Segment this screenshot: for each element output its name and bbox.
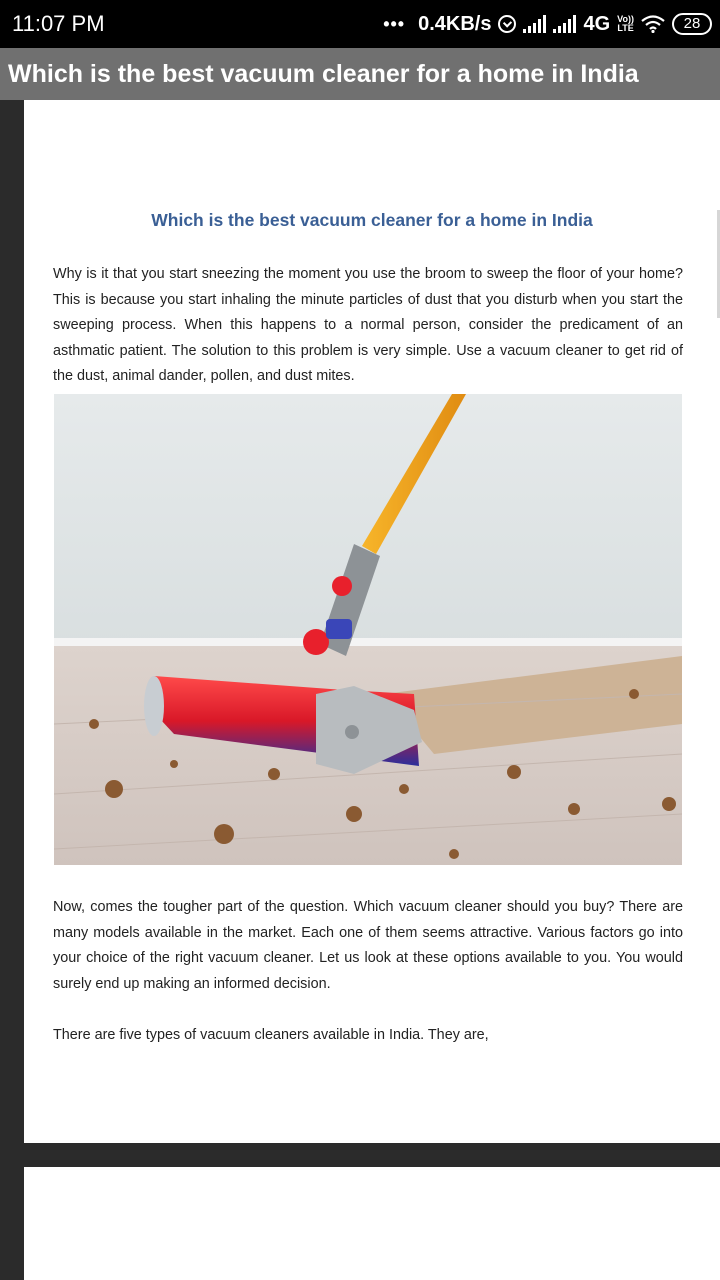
volte-icon xyxy=(617,15,634,33)
status-bar xyxy=(0,0,720,48)
page-title: Which is the best vacuum cleaner for a home in India xyxy=(8,60,639,88)
alarm-icon xyxy=(498,15,516,33)
overflow-notifications-icon: ••• xyxy=(383,13,406,34)
page-separator xyxy=(24,1143,720,1167)
signal-2-icon xyxy=(553,15,576,33)
signal-1-icon xyxy=(523,15,546,33)
status-icons xyxy=(383,10,712,38)
volte-bottom: LTE xyxy=(617,23,634,33)
network-speed: 0.4KB/s xyxy=(418,12,492,35)
vacuum-cleaner-image xyxy=(54,394,682,865)
volte-top: Vo)) xyxy=(617,14,634,24)
paragraph-types: There are five types of vacuum cleaners available in India. They are, xyxy=(53,1027,489,1043)
status-time: 11:07 PM xyxy=(12,11,105,36)
paragraph-choosing: Now, comes the tougher part of the question. Which vacuum cleaner should you buy? There are many models available in the market. Each one of them seems attractive. Various factors go into your choice of the right vacuum cleaner. Let us look at these options available to you. You would surely end up making an informed decision. xyxy=(53,899,683,992)
app-title-bar xyxy=(0,48,720,100)
network-type: 4G xyxy=(583,12,611,35)
battery-icon: 28 xyxy=(672,13,712,35)
article-title: Which is the best vacuum cleaner for a home in India xyxy=(151,210,593,230)
paragraph-intro: Why is it that you start sneezing the moment you use the broom to sweep the floor of your home? This is because you start inhaling the minute particles of dust that you disturb when you start the sweeping process. When this happens to a normal person, consider the predicament of an asthmatic patient. The solution to this problem is very simple. Use a vacuum cleaner to get rid of the dust, animal dander, pollen, and dust mites. xyxy=(53,266,683,385)
wifi-icon xyxy=(641,15,665,33)
document-page[interactable] xyxy=(24,100,720,1143)
document-page-next[interactable] xyxy=(24,1167,720,1280)
